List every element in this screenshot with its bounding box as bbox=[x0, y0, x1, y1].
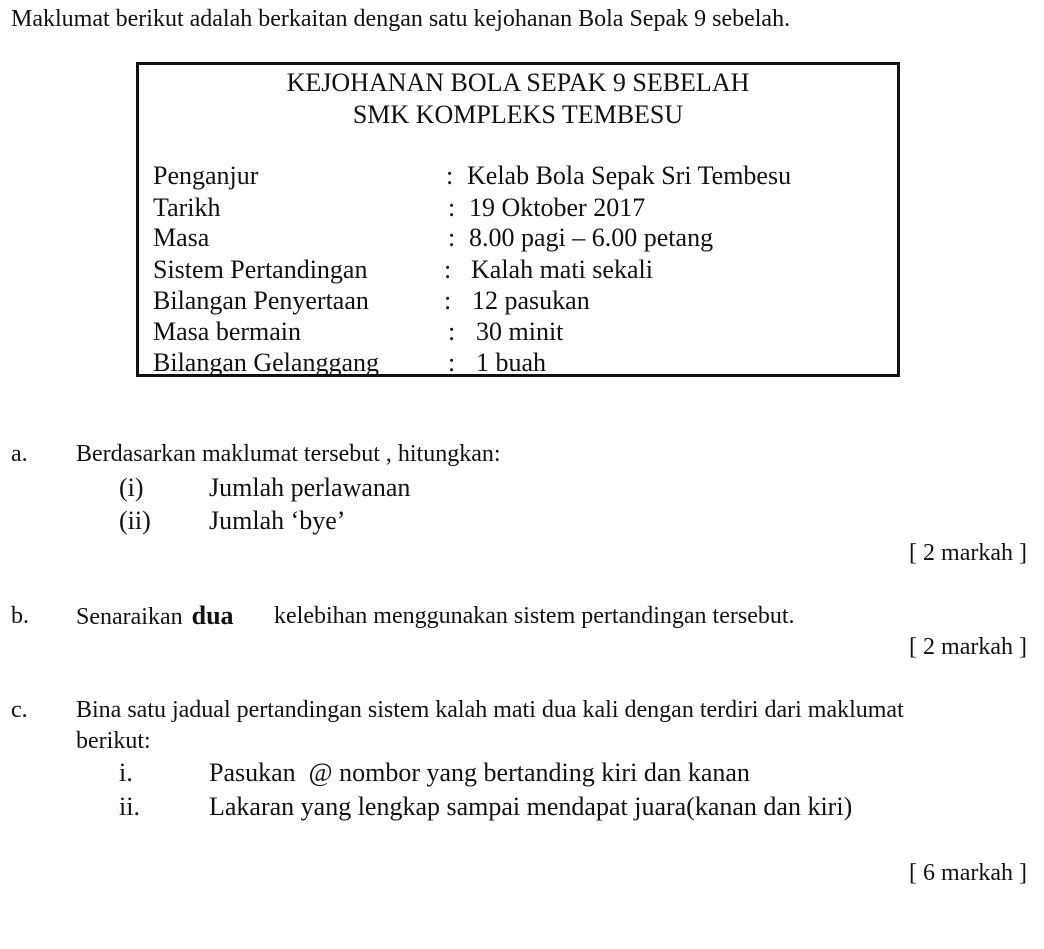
info-value-gelanggang: 1 buah bbox=[476, 348, 547, 377]
box-title-line1: KEJOHANAN BOLA SEPAK 9 SEBELAH bbox=[286, 68, 750, 97]
info-label-penganjur: Penganjur bbox=[153, 161, 259, 190]
info-value-masa: 8.00 pagi – 6.00 petang bbox=[469, 223, 714, 252]
question-a-item-num: (ii) bbox=[119, 506, 151, 535]
question-c-item-text: Lakaran yang lengkap sampai mendapat juara(kanan dan kiri) bbox=[209, 792, 853, 821]
info-value-sistem: Kalah mati sekali bbox=[471, 255, 653, 284]
info-value-penganjur: Kelab Bola Sepak Sri Tembesu bbox=[467, 161, 792, 190]
info-colon: : bbox=[448, 348, 456, 377]
intro-text: Maklumat berikut adalah berkaitan dengan satu kejohanan Bola Sepak 9 sebelah. bbox=[11, 6, 791, 32]
tournament-info-box bbox=[136, 62, 900, 377]
info-label-masa-bermain: Masa bermain bbox=[153, 317, 302, 346]
info-label-gelanggang: Bilangan Gelanggang bbox=[153, 348, 379, 377]
box-title-line2: SMK KOMPLEKS TEMBESU bbox=[352, 100, 684, 129]
question-c-letter: c. bbox=[11, 697, 28, 723]
question-c-item-num: ii. bbox=[119, 792, 140, 821]
question-b-text-before: Senaraikan bbox=[76, 604, 183, 630]
question-a-text: Berdasarkan maklumat tersebut , hitungkan: bbox=[76, 441, 501, 467]
question-b-marks: [ 2 markah ] bbox=[909, 634, 1027, 660]
question-a-letter: a. bbox=[11, 441, 28, 467]
question-c-line1: Bina satu jadual pertandingan sistem kalah mati dua kali dengan terdiri dari maklumat bbox=[76, 697, 904, 723]
question-b-text bbox=[76, 602, 234, 631]
question-c-marks: [ 6 markah ] bbox=[909, 860, 1027, 886]
info-colon: : bbox=[448, 193, 456, 222]
info-colon: : bbox=[446, 161, 454, 190]
info-colon: : bbox=[444, 286, 452, 315]
question-c-line2: berikut: bbox=[76, 728, 151, 754]
question-b-bold-word: dua bbox=[191, 601, 234, 630]
question-c-item-num: i. bbox=[119, 758, 133, 787]
info-colon: : bbox=[448, 223, 456, 252]
question-b-letter: b. bbox=[11, 603, 29, 629]
question-a-marks: [ 2 markah ] bbox=[909, 540, 1027, 566]
question-a-item-text: Jumlah ‘bye’ bbox=[209, 506, 346, 535]
question-b-text-after: kelebihan menggunakan sistem pertandingan tersebut. bbox=[274, 603, 795, 629]
question-c-item-text: Pasukan @ nombor yang bertanding kiri dan kanan bbox=[209, 758, 750, 787]
info-colon: : bbox=[444, 255, 452, 284]
info-label-masa: Masa bbox=[153, 223, 210, 252]
info-value-penyertaan: 12 pasukan bbox=[472, 286, 590, 315]
question-a-item-num: (i) bbox=[119, 473, 144, 502]
info-value-tarikh: 19 Oktober 2017 bbox=[469, 193, 646, 222]
info-label-penyertaan: Bilangan Penyertaan bbox=[153, 286, 369, 315]
info-colon: : bbox=[448, 317, 456, 346]
info-label-sistem: Sistem Pertandingan bbox=[153, 255, 368, 284]
info-value-masa-bermain: 30 minit bbox=[476, 317, 564, 346]
info-label-tarikh: Tarikh bbox=[153, 193, 221, 222]
question-a-item-text: Jumlah perlawanan bbox=[209, 473, 411, 502]
